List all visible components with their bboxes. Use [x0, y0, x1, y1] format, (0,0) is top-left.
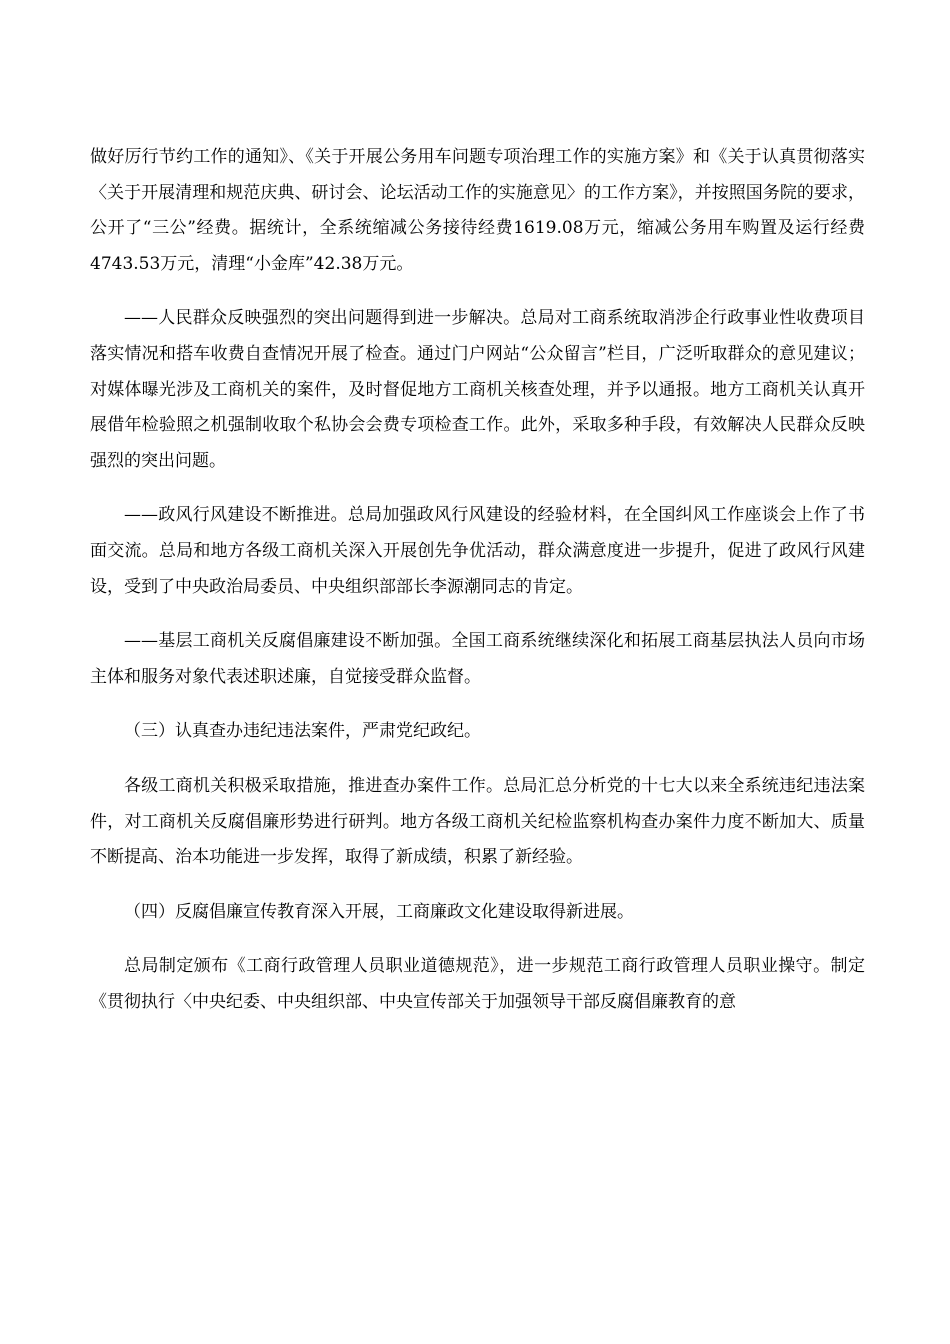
paragraph-case-handling: 各级工商机关积极采取措施，推进查办案件工作。总局汇总分析党的十七大以来全系统违纪违法案件，对工商机关反腐倡廉形势进行研判。地方各级工商机关纪检监察机构查办案件力度不断加大、质量不断提高、治本功能进一步发挥，取得了新成绩，积累了新经验。 [90, 775, 865, 868]
paragraph-grassroots: ——基层工商机关反腐倡廉建设不断加强。全国工商系统继续深化和拓展工商基层执法人员向市场主体和服务对象代表述职述廉，自觉接受群众监督。 [90, 631, 865, 687]
paragraph-continuation: 做好厉行节约工作的通知》、《关于开展公务用车问题专项治理工作的实施方案》和《关于认真贯彻落实〈关于开展清理和规范庆典、研讨会、论坛活动工作的实施意见〉的工作方案》，并按照国务院的要求，公开了“三公”经费。据统计，全系统缩减公务接待经费1619.08万元，缩减公务用车购置及运行经费4743.53万元，清理“小金库”42.38万元。 [90, 147, 865, 274]
section-heading-4: （四）反腐倡廉宣传教育深入开展，工商廉政文化建设取得新进展。 [124, 901, 634, 922]
section-heading-3: （三）认真查办违纪违法案件，严肃党纪政纪。 [124, 721, 481, 742]
paragraph-public-issues: ——人民群众反映强烈的突出问题得到进一步解决。总局对工商系统取消涉企行政事业性收费项目落实情况和搭车收费自查情况开展了检查。通过门户网站“公众留言”栏目，广泛听取群众的意见建议；对媒体曝光涉及工商机关的案件，及时督促地方工商机关核查处理，并予以通报。地方工商机关认真开展借年检验照之机强制收取个私协会会费专项检查工作。此外，采取多种手段，有效解决人民群众反映强烈的突出问题。 [90, 308, 865, 471]
document-body [90, 140, 865, 1039]
paragraph-ethics-code: 总局制定颁布《工商行政管理人员职业道德规范》，进一步规范工商行政管理人员职业操守。制定《贯彻执行〈中央纪委、中央组织部、中央宣传部关于加强领导干部反腐倡廉教育的意 [90, 956, 865, 1012]
paragraph-style-building: ——政风行风建设不断推进。总局加强政风行风建设的经验材料，在全国纠风工作座谈会上作了书面交流。总局和地方各级工商机关深入开展创先争优活动，群众满意度进一步提升，促进了政风行风建设，受到了中央政治局委员、中央组织部部长李源潮同志的肯定。 [90, 505, 865, 597]
